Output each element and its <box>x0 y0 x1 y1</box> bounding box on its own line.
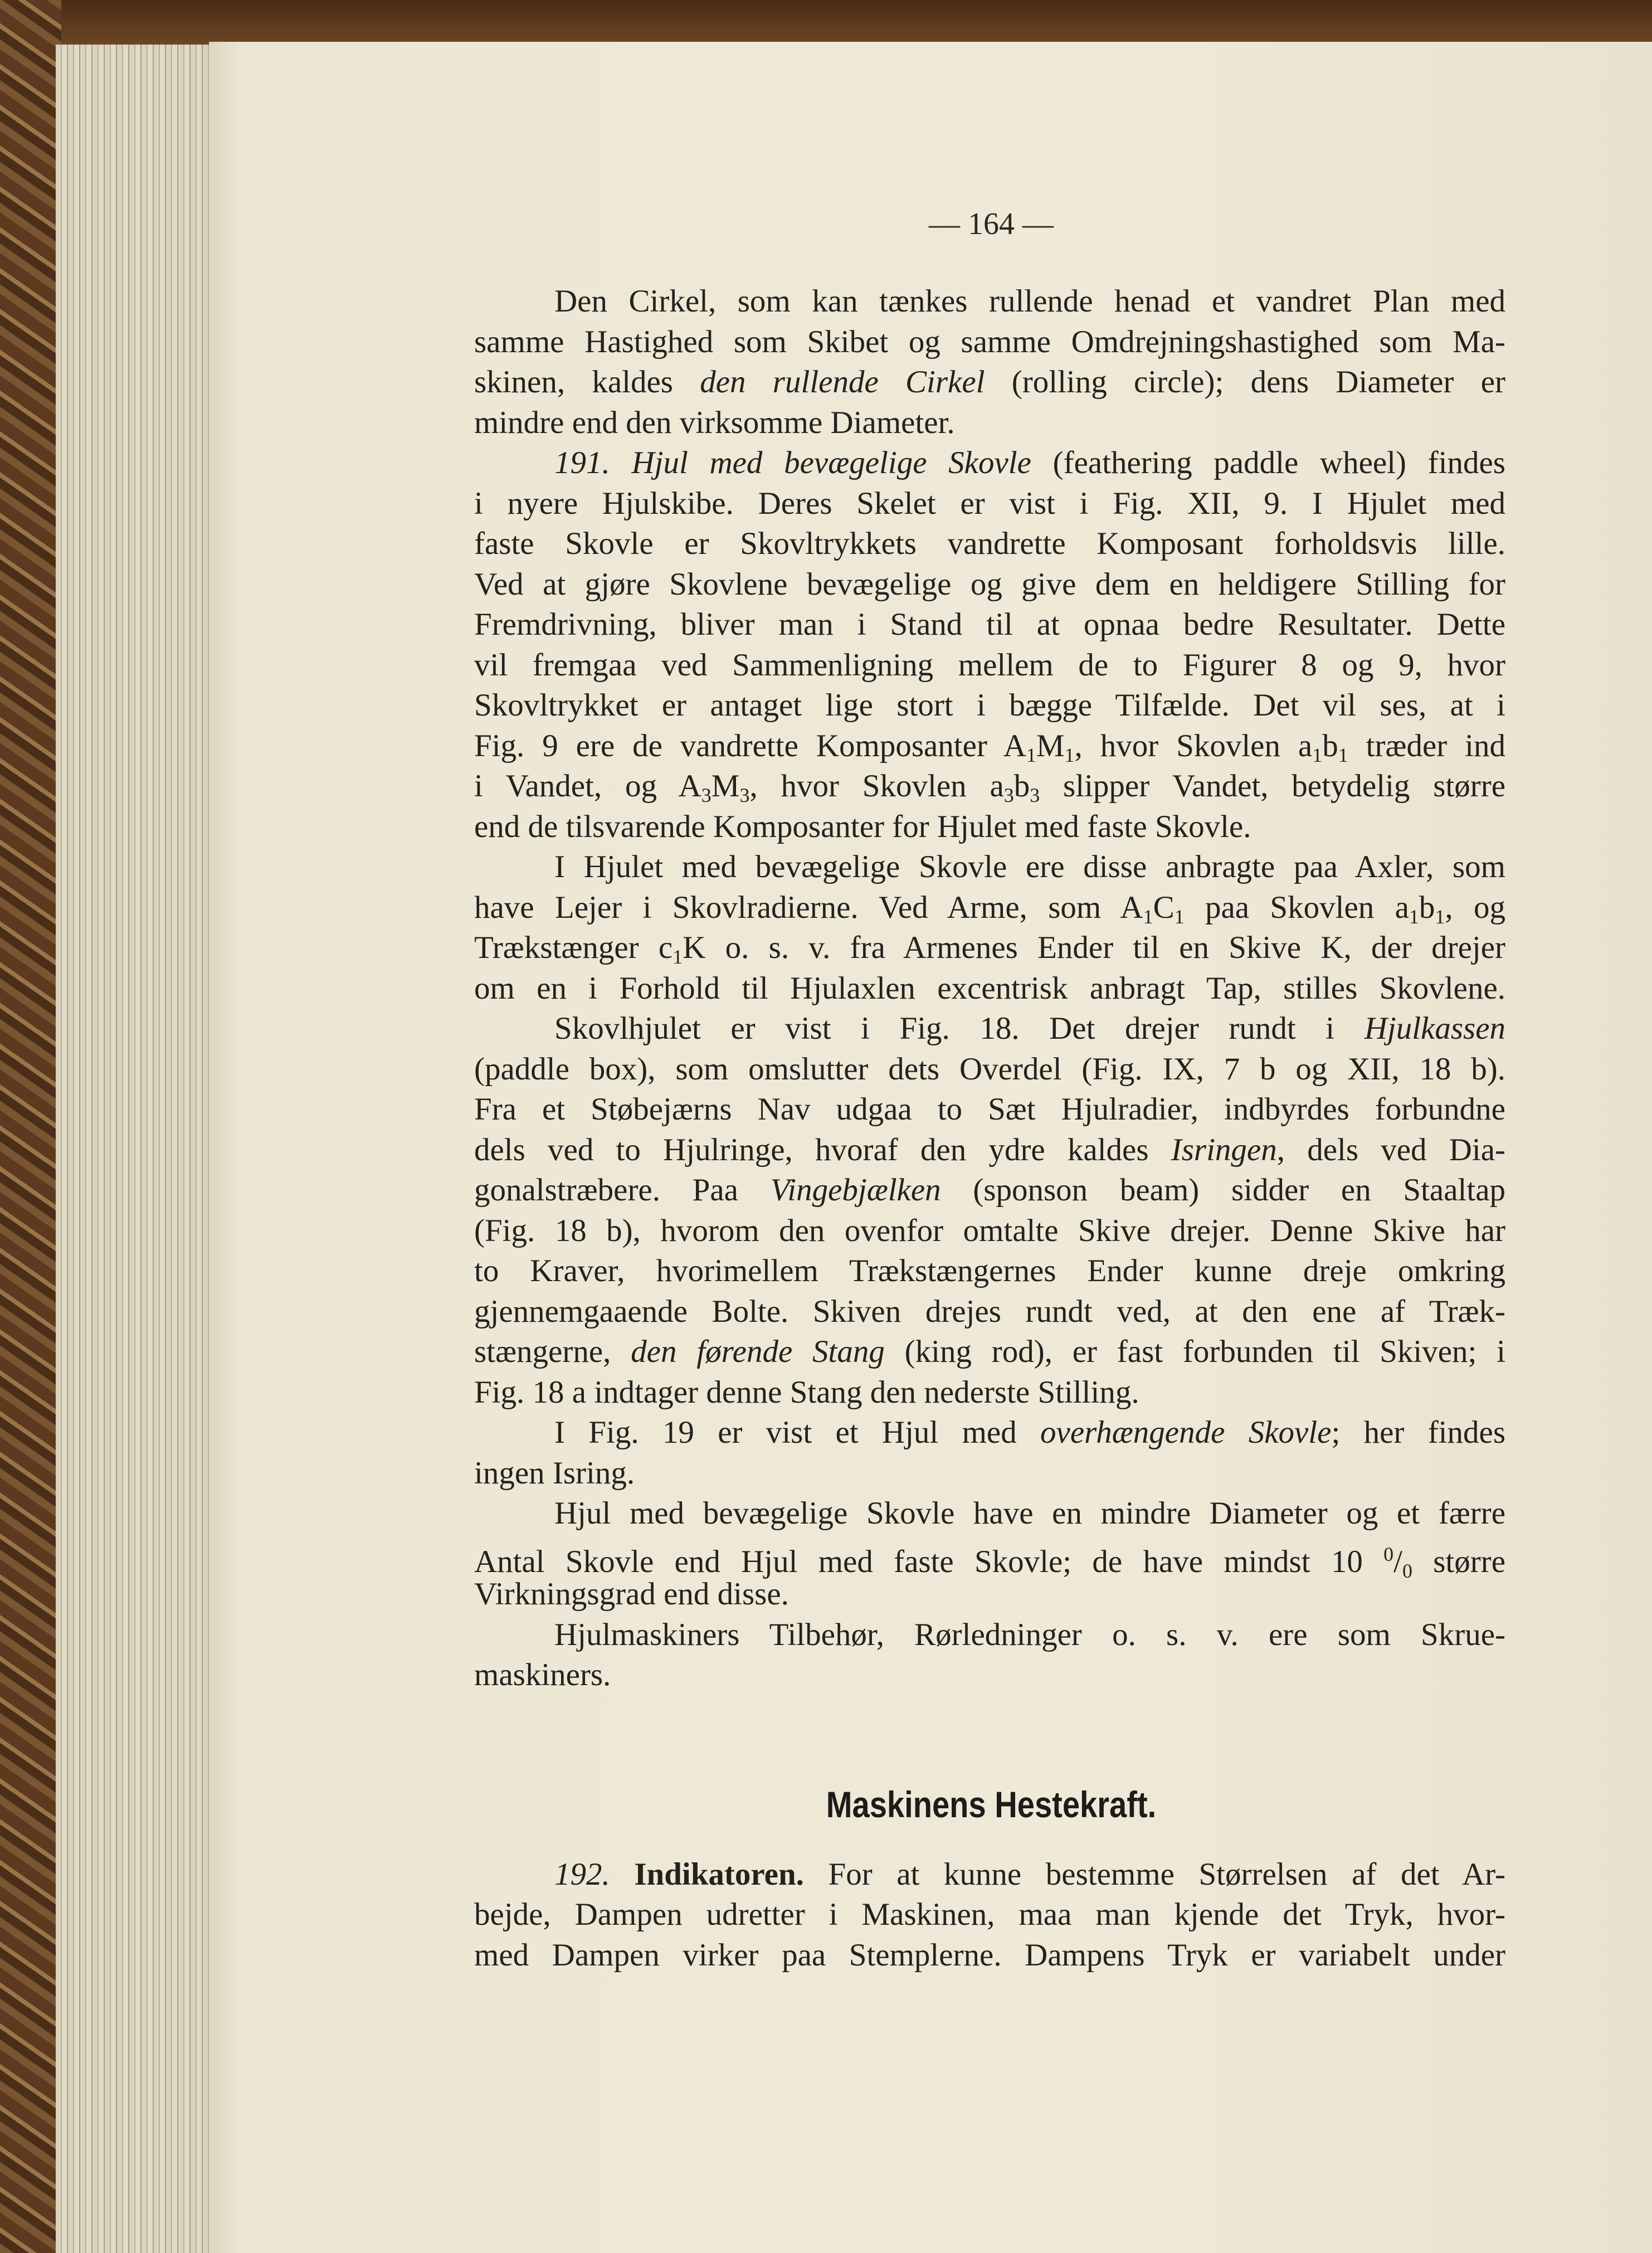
text-line <box>474 362 1505 403</box>
text-segment: K o. s. v. fra Armenes Ender til en Skive K, der drejer <box>683 930 1505 965</box>
book-top-edge <box>0 0 1652 45</box>
text-segment <box>610 445 632 480</box>
text-segment: bejde, Dampen udretter i Maskinen, maa man kjende det Tryk, hvor- <box>474 1897 1505 1932</box>
italic-text: Hjulkassen <box>1364 1011 1505 1046</box>
text-line <box>474 1614 1505 1656</box>
text-line <box>474 1008 1505 1049</box>
italic-text: den rullende Cirkel <box>700 364 985 400</box>
page-stack-edge <box>56 45 217 2253</box>
text-segment: i nyere Hjulskibe. Deres Skelet er vist i Fig. XII, 9. I Hjulet med <box>474 486 1505 521</box>
text-line <box>474 483 1505 524</box>
text-segment: paa Skovlen a <box>1184 890 1409 925</box>
text-line <box>474 645 1505 686</box>
subscript-text: 1 <box>1026 744 1036 766</box>
subscript-text: 3 <box>739 784 750 806</box>
subscript-text: 3 <box>1003 784 1014 806</box>
text-segment: (sponson beam) sidder en Staaltap <box>940 1172 1505 1208</box>
text-segment: maskiners. <box>474 1657 611 1692</box>
text-segment: gjennemgaaende Bolte. Skiven drejes rundt ved, at den ene af Træk- <box>474 1294 1505 1329</box>
text-line <box>474 1331 1505 1373</box>
subscript-text: 1 <box>1143 906 1153 928</box>
text-line <box>474 564 1505 605</box>
text-segment: gonalstræbere. Paa <box>474 1172 771 1208</box>
text-segment: M <box>711 768 740 804</box>
text-line <box>474 1854 1505 1895</box>
text-segment: stængerne, <box>474 1334 631 1369</box>
text-segment: b <box>1322 728 1338 763</box>
text-segment: , hvor Skovlen a <box>1074 728 1313 763</box>
text-line <box>474 1574 1505 1615</box>
text-segment: I Hjulet med bevægelige Skovle ere disse anbragte paa Axler, som <box>554 849 1505 884</box>
text-segment: Fig. 18 a indtager denne Stang den nederste Stilling. <box>474 1375 1139 1410</box>
text-line <box>474 927 1505 969</box>
subscript-text: 1 <box>1064 744 1075 766</box>
text-segment: I Fig. 19 er vist et Hjul med <box>554 1415 1041 1450</box>
subscript-text: 3 <box>1030 784 1040 806</box>
text-segment: skinen, kaldes <box>474 364 700 400</box>
text-segment: dels ved to Hjulringe, hvoraf den ydre kaldes <box>474 1132 1171 1167</box>
text-segment: / <box>1393 1544 1402 1579</box>
text-segment <box>610 1857 635 1892</box>
text-line <box>474 1291 1505 1332</box>
bold-text: Indikatoren. <box>634 1857 804 1892</box>
text-line <box>474 604 1505 645</box>
text-segment: , dels ved Dia- <box>1276 1132 1505 1167</box>
text-segment: Fra et Støbejærns Nav udgaa to Sæt Hjulradier, indbyrdes forbundne <box>474 1092 1505 1127</box>
italic-text: overhængende Skovle <box>1040 1415 1332 1450</box>
text-segment: have Lejer i Skovlradierne. Ved Arme, som A <box>474 890 1143 925</box>
text-line <box>474 402 1505 444</box>
text-line <box>474 806 1505 848</box>
text-segment: b <box>1419 890 1435 925</box>
text-segment: Hjulmaskiners Tilbehør, Rørledninger o. s. v. ere som Skrue- <box>554 1617 1505 1652</box>
text-segment: Virkningsgrad end disse. <box>474 1576 789 1612</box>
text-line <box>474 726 1505 767</box>
supscript-text: 0 <box>1383 1543 1394 1565</box>
text-segment: M <box>1036 728 1065 763</box>
text-line <box>474 1170 1505 1211</box>
text-line <box>474 1493 1505 1534</box>
subscript-text: 1 <box>673 946 683 968</box>
text-segment: faste Skovle er Skovltrykkets vandrette Komposant forholdsvis lille. <box>474 526 1505 561</box>
italic-text: 191. <box>554 445 610 480</box>
text-line <box>474 846 1505 888</box>
text-line <box>474 281 1505 322</box>
subscript-text: 1 <box>1338 744 1348 766</box>
italic-text: den førende Stang <box>631 1334 885 1369</box>
text-line <box>474 766 1505 807</box>
subscript-text: 1 <box>1312 744 1323 766</box>
text-line <box>474 1935 1505 1976</box>
italic-text: 192. <box>554 1857 610 1892</box>
text-line <box>474 322 1505 363</box>
text-segment: ; her findes <box>1331 1415 1505 1450</box>
text-line <box>474 887 1505 928</box>
text-segment: (rolling circle); dens Diameter er <box>985 364 1505 400</box>
text-segment: Fremdrivning, bliver man i Stand til at opnaa bedre Resultater. Dette <box>474 607 1505 642</box>
text-segment: mindre end den virksomme Diameter. <box>474 405 955 440</box>
page-number: — 164 — <box>929 207 1054 241</box>
text-segment: Skovltrykket er antaget lige stort i bægge Tilfælde. Det vil ses, at i <box>474 688 1505 723</box>
text-segment: Hjul med bevægelige Skovle have en mindre Diameter og et færre <box>554 1496 1505 1531</box>
subscript-text: 0 <box>1402 1560 1412 1582</box>
italic-text: Isringen <box>1171 1132 1277 1167</box>
italic-text: Vingebjælken <box>770 1172 941 1208</box>
text-segment: samme Hastighed som Skibet og samme Omdrejningshastighed som Ma- <box>474 324 1505 359</box>
text-segment: Ved at gjøre Skovlene bevægelige og give dem en heldigere Stilling for <box>474 567 1505 602</box>
text-line <box>474 1534 1506 1582</box>
section-heading: Maskinens Hestekraft. <box>826 1784 1157 1825</box>
text-line <box>474 1655 1505 1696</box>
text-segment: træder ind <box>1348 728 1505 763</box>
subscript-text: 1 <box>1435 906 1445 928</box>
text-line <box>474 523 1505 565</box>
text-line <box>474 1089 1505 1130</box>
text-segment: b <box>1013 768 1030 804</box>
italic-text: Hjul med bevægelige Skovle <box>631 445 1031 480</box>
book-cover-edge <box>0 0 61 2253</box>
text-line <box>474 442 1505 484</box>
subscript-text: 1 <box>1409 906 1419 928</box>
text-line <box>474 1250 1505 1292</box>
subscript-text: 1 <box>1174 906 1185 928</box>
text-segment: Skovlhjulet er vist i Fig. 18. Det drejer rundt i <box>554 1011 1365 1046</box>
text-line <box>474 1453 1505 1494</box>
text-segment: (Fig. 18 b), hvorom den ovenfor omtalte Skive drejer. Denne Skive har <box>474 1213 1505 1248</box>
text-segment: om en i Forhold til Hjulaxlen excentrisk anbragt Tap, stilles Skovlene. <box>474 971 1505 1006</box>
text-segment: , og <box>1445 890 1505 925</box>
text-segment: C <box>1153 890 1175 925</box>
text-segment: større <box>1412 1544 1506 1579</box>
text-segment: i Vandet, og A <box>474 768 701 804</box>
text-segment: (feathering paddle wheel) findes <box>1031 445 1505 480</box>
text-segment: vil fremgaa ved Sammenligning mellem de to Figurer 8 og 9, hvor <box>474 648 1505 683</box>
text-segment: med Dampen virker paa Stemplerne. Dampens Tryk er variabelt under <box>474 1938 1505 1973</box>
text-segment: to Kraver, hvorimellem Trækstængernes Ender kunne dreje omkring <box>474 1253 1505 1288</box>
text-line <box>474 1894 1505 1935</box>
text-line <box>474 1372 1505 1413</box>
text-segment: Trækstænger c <box>474 930 673 965</box>
text-line <box>474 685 1505 726</box>
text-segment: (king rod), er fast forbunden til Skiven; i <box>884 1334 1505 1369</box>
text-segment: For at kunne bestemme Størrelsen af det Ar- <box>803 1857 1505 1892</box>
subscript-text: 3 <box>701 784 712 806</box>
text-segment: Antal Skovle end Hjul med faste Skovle; de have mindst 10 <box>474 1544 1384 1579</box>
text-segment: , hvor Skovlen a <box>749 768 1004 804</box>
text-segment: (paddle box), som omslutter dets Overdel (Fig. IX, 7 b og XII, 18 b). <box>474 1052 1505 1087</box>
text-segment: Fig. 9 ere de vandrette Komposanter A <box>474 728 1026 763</box>
text-segment: slipper Vandet, betydelig større <box>1040 768 1505 804</box>
text-line <box>474 1210 1505 1252</box>
text-line <box>474 1412 1505 1453</box>
text-segment: ingen Isring. <box>474 1456 635 1491</box>
text-line <box>474 1049 1505 1090</box>
text-line <box>474 968 1505 1009</box>
text-line <box>474 1130 1505 1171</box>
text-segment: Den Cirkel, som kan tænkes rullende henad et vandret Plan med <box>554 284 1505 319</box>
text-segment: end de tilsvarende Komposanter for Hjulet med faste Skovle. <box>474 809 1251 844</box>
